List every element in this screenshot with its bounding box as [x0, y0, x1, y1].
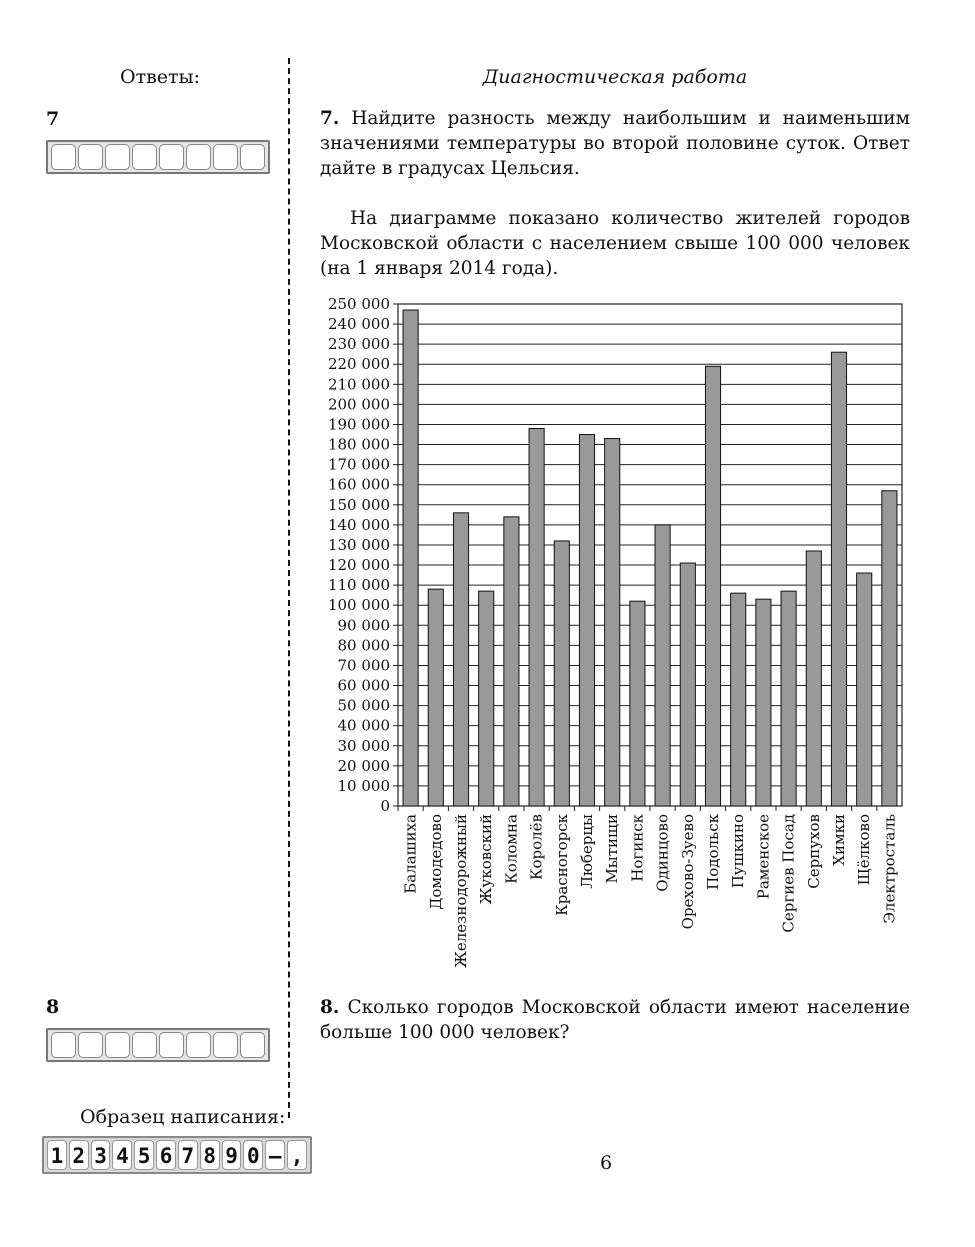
y-tick-label: 170 000 [327, 455, 390, 474]
y-tick-label: 250 000 [327, 295, 390, 313]
category-label: Королёв [527, 814, 546, 881]
category-label: Химки [830, 814, 848, 866]
bar [630, 601, 645, 806]
bar [428, 589, 443, 806]
sample-char: 4 [112, 1140, 132, 1170]
category-label: Орехово-Зуево [678, 814, 697, 930]
bar [705, 366, 720, 806]
y-tick-label: 50 000 [337, 696, 390, 715]
bar [806, 551, 821, 806]
sample-char: 7 [178, 1140, 198, 1170]
y-tick-label: 190 000 [327, 415, 390, 434]
y-tick-label: 90 000 [337, 616, 390, 635]
chart-intro: На диаграмме показано количество жителей городов Московской области с населением свыше 100 000 человек (на 1 января 2014 года). [320, 208, 910, 279]
bar [655, 525, 670, 806]
work-title: Диагностическая работа [482, 66, 748, 88]
page-number: 6 [600, 1152, 613, 1174]
answer-cell[interactable] [159, 1032, 184, 1058]
y-tick-label: 150 000 [327, 495, 390, 514]
sample-char: 8 [200, 1140, 220, 1170]
category-label: Коломна [502, 814, 521, 884]
bar [756, 599, 771, 806]
sample-char: 5 [134, 1140, 154, 1170]
bar [453, 513, 468, 806]
sample-char: 0 [243, 1140, 263, 1170]
bar [680, 563, 695, 806]
answer-cell[interactable] [213, 1032, 238, 1058]
category-label: Балашиха [401, 814, 420, 894]
answer-number-8: 8 [46, 996, 60, 1018]
sample-char: 1 [47, 1140, 67, 1170]
bar [605, 439, 620, 806]
y-tick-label: 40 000 [337, 716, 390, 735]
question-7-number: 7. [320, 108, 340, 129]
answer-number-7: 7 [46, 108, 60, 130]
sample-char: 2 [69, 1140, 89, 1170]
bar [731, 593, 746, 806]
y-tick-label: 230 000 [327, 335, 390, 354]
question-8-text: Сколько городов Московской области имеют население больше 100 000 человек? [320, 997, 910, 1043]
answer-cell[interactable] [78, 1032, 103, 1058]
bar [857, 573, 872, 806]
y-tick-label: 10 000 [337, 776, 390, 795]
category-label: Раменское [754, 814, 773, 900]
y-tick-label: 120 000 [327, 556, 390, 575]
y-tick-label: 60 000 [337, 676, 390, 695]
answer-cell[interactable] [105, 1032, 130, 1058]
question-8 [320, 995, 910, 1045]
category-label: Подольск [704, 814, 722, 890]
y-tick-label: 100 000 [327, 596, 390, 615]
category-label: Железнодорожный [452, 814, 470, 968]
y-tick-label: 200 000 [327, 395, 390, 414]
y-tick-label: 130 000 [327, 535, 390, 554]
category-label: Ногинск [628, 814, 647, 882]
y-tick-label: 180 000 [327, 435, 390, 454]
answer-field-8[interactable] [46, 1028, 270, 1062]
bar [529, 428, 544, 806]
bar [504, 517, 519, 806]
y-tick-label: 240 000 [327, 315, 390, 334]
y-tick-label: 220 000 [327, 355, 390, 374]
answer-cell[interactable] [186, 1032, 211, 1058]
answer-cell[interactable] [51, 1032, 76, 1058]
bar [831, 352, 846, 806]
y-tick-label: 210 000 [327, 375, 390, 394]
y-tick-label: 80 000 [337, 636, 390, 655]
question-7-text: Найдите разность между наибольшим и наименьшим значениями температуры во второй половине суток. Ответ дайте в градусах Цельсия. [320, 108, 910, 179]
sample-label: Образец написания: [80, 1106, 286, 1128]
sample-digits [42, 1136, 312, 1174]
sample-char: 9 [222, 1140, 242, 1170]
y-tick-label: 0 [380, 797, 390, 815]
bar [882, 491, 897, 806]
category-label: Серпухов [804, 814, 823, 889]
answer-cell[interactable] [240, 1032, 265, 1058]
bar [403, 310, 418, 806]
answers-heading: Ответы: [120, 66, 201, 88]
sample-char: – [265, 1140, 285, 1170]
bar [479, 591, 494, 806]
sample-char: 6 [156, 1140, 176, 1170]
bar [781, 591, 796, 806]
plot-frame [398, 304, 902, 806]
answer-cell[interactable] [132, 1032, 157, 1058]
y-tick-label: 110 000 [327, 576, 390, 595]
sample-char: 3 [91, 1140, 111, 1170]
y-tick-label: 20 000 [337, 756, 390, 775]
category-label: Домодедово [426, 814, 445, 910]
category-label: Щёлково [855, 814, 874, 886]
bar [579, 435, 594, 806]
category-label: Одинцово [653, 814, 672, 892]
category-label: Люберцы [578, 814, 596, 889]
category-label: Мытищи [603, 814, 622, 884]
bar [554, 541, 569, 806]
category-label: Электросталь [880, 814, 899, 924]
sample-char: , [287, 1140, 307, 1170]
category-label: Сергиев Посад [779, 814, 798, 933]
question-8-number: 8. [320, 997, 340, 1018]
y-tick-label: 70 000 [337, 656, 390, 675]
category-label: Жуковский [477, 814, 496, 905]
category-label: Красногорск [552, 814, 571, 916]
y-tick-label: 160 000 [327, 475, 390, 494]
y-tick-label: 140 000 [327, 515, 390, 534]
y-tick-label: 30 000 [337, 736, 390, 755]
category-label: Пушкино [729, 814, 748, 889]
